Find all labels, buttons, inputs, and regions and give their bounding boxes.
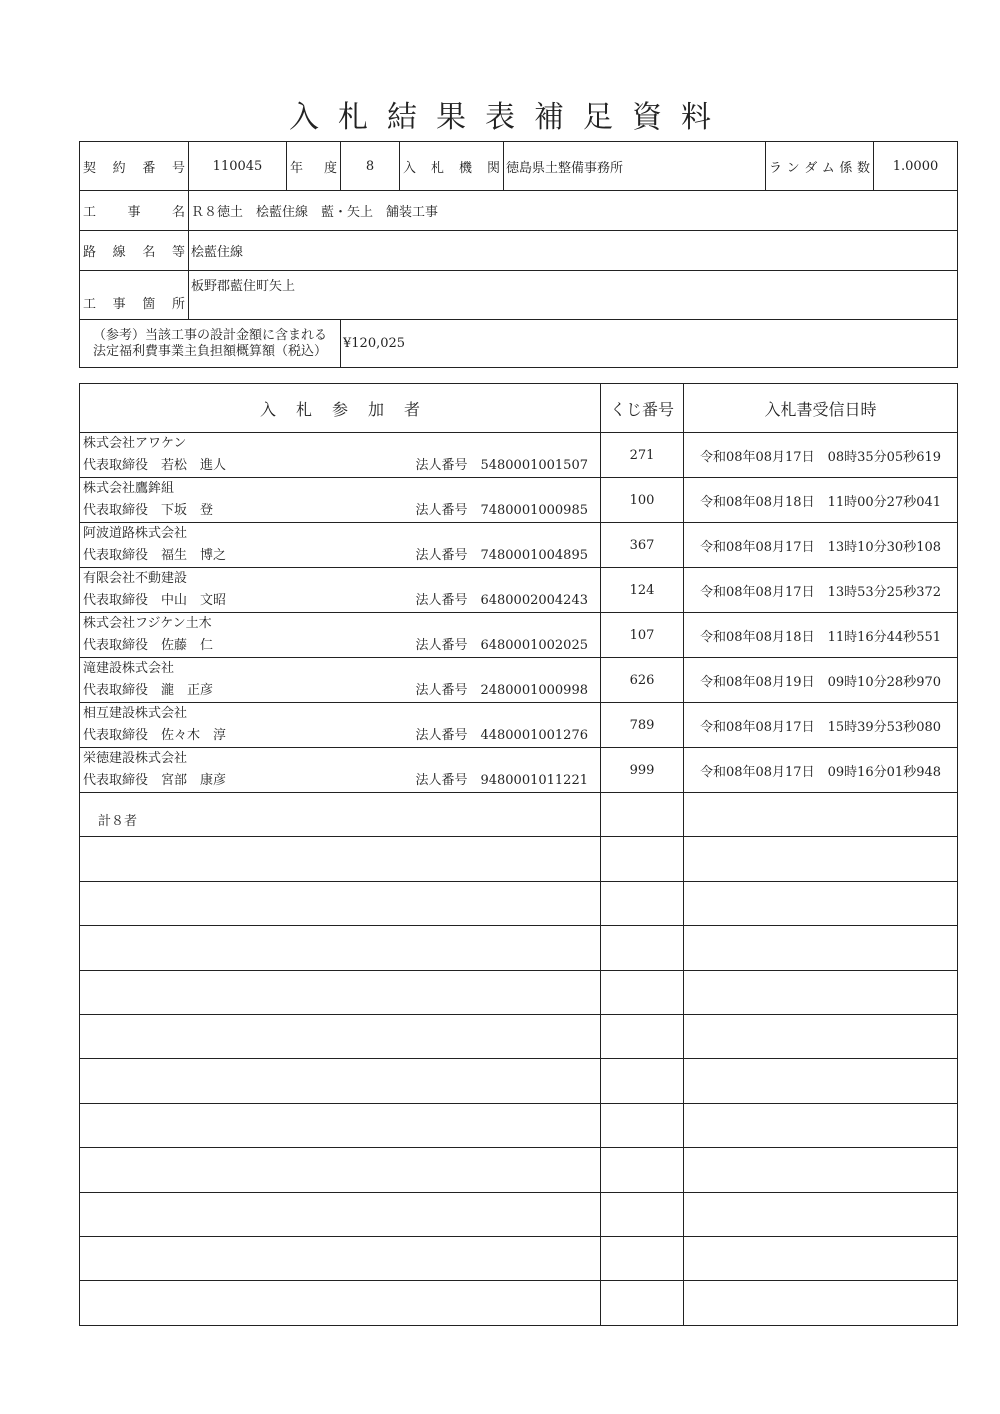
corp-number: 法人番号 7480001004895 <box>415 548 588 563</box>
empty-row <box>80 1281 958 1325</box>
label-char: 約 <box>112 160 126 176</box>
received-datetime: 令和08年08月17日 15時39分53秒080 <box>684 703 958 748</box>
empty-cell <box>80 881 601 925</box>
empty-row <box>80 1103 958 1147</box>
empty-row <box>80 1014 958 1058</box>
location-label <box>80 271 189 320</box>
label-char: 箇 <box>142 296 156 312</box>
empty-cell <box>601 1236 684 1280</box>
received-datetime: 令和08年08月17日 13時10分30秒108 <box>684 523 958 568</box>
participant-cell <box>80 523 601 568</box>
label-char: ン <box>786 160 800 176</box>
empty-cell <box>684 1014 958 1058</box>
total-count: 計８者 <box>80 793 601 837</box>
representative: 代表取締役 佐藤 仁 <box>83 638 214 653</box>
year-label <box>287 142 341 191</box>
participant-cell <box>80 658 601 703</box>
participant-cell <box>80 703 601 748</box>
label-char: 事 <box>127 205 141 220</box>
label-char: 入 <box>403 160 417 176</box>
page-title: 入札結果表補足資料 <box>289 100 730 135</box>
company-name: 株式会社アワケン <box>83 436 187 451</box>
label-char: 路 <box>83 245 97 260</box>
bid-row <box>80 433 958 478</box>
participant-header-text: 入札参加者 <box>259 399 440 419</box>
contract-no-label <box>80 157 188 176</box>
label-char: ラ <box>769 160 783 176</box>
received-datetime: 令和08年08月17日 13時53分25秒372 <box>684 568 958 613</box>
received-datetime: 令和08年08月17日 08時35分05秒619 <box>684 433 958 478</box>
representative: 代表取締役 佐々木 淳 <box>83 728 227 743</box>
label-char: 数 <box>856 160 870 176</box>
lottery-number: 626 <box>601 658 684 703</box>
bid-row <box>80 478 958 523</box>
lottery-number: 271 <box>601 433 684 478</box>
agency-value: 徳島県土整備事務所 <box>504 142 766 191</box>
empty-cell <box>684 1059 958 1103</box>
received-datetime: 令和08年08月19日 09時10分28秒970 <box>684 658 958 703</box>
random-label <box>766 142 874 191</box>
empty-row <box>80 926 958 970</box>
participant-cell <box>80 568 601 613</box>
bid-row <box>80 748 958 793</box>
contract-no-value: 110045 <box>189 142 287 191</box>
empty-cell <box>684 926 958 970</box>
empty-cell <box>601 1192 684 1236</box>
work-name-label <box>80 191 189 231</box>
representative: 代表取締役 宮部 康彦 <box>83 773 227 788</box>
lottery-number: 107 <box>601 613 684 658</box>
year-label <box>287 157 340 176</box>
label-char: 所 <box>171 296 185 312</box>
random-label <box>766 157 873 176</box>
empty-cell <box>601 793 684 837</box>
empty-cell <box>80 926 601 970</box>
lottery-number: 124 <box>601 568 684 613</box>
label-char: 名 <box>142 245 156 260</box>
company-name: 滝建設株式会社 <box>83 661 175 676</box>
empty-cell <box>80 1281 601 1325</box>
company-name: 有限会社不動建設 <box>83 571 188 586</box>
empty-row <box>80 1059 958 1103</box>
lottery-number: 367 <box>601 523 684 568</box>
empty-cell <box>684 1236 958 1280</box>
empty-row <box>80 1148 958 1192</box>
corp-number: 法人番号 5480001001507 <box>415 458 588 473</box>
empty-cell <box>684 837 958 881</box>
representative: 代表取締役 若松 進人 <box>83 458 227 473</box>
bid-row <box>80 613 958 658</box>
empty-row <box>80 837 958 881</box>
company-name: 栄徳建設株式会社 <box>83 751 188 766</box>
random-value: 1.0000 <box>874 142 958 191</box>
welfare-label-line2: 法定福利費事業主負担額概算額（税込） <box>92 343 327 359</box>
label-char: 線 <box>112 245 126 260</box>
empty-cell <box>601 837 684 881</box>
welfare-label <box>80 320 341 368</box>
label-char: 工 <box>83 205 97 220</box>
company-name: 相互建設株式会社 <box>83 706 188 721</box>
corp-number: 法人番号 6480002004243 <box>415 593 588 608</box>
label-char: 年 <box>290 160 304 176</box>
empty-row <box>80 881 958 925</box>
empty-row <box>80 1236 958 1280</box>
info-table <box>79 141 958 368</box>
route-label <box>80 231 189 271</box>
work-name-value: Ｒ８徳土 桧藍住線 藍・矢上 舗装工事 <box>189 191 958 231</box>
label-char: 係 <box>839 160 853 176</box>
bid-row <box>80 523 958 568</box>
label-char: 関 <box>486 160 500 176</box>
bid-table <box>79 383 958 1326</box>
bid-row <box>80 703 958 748</box>
received-datetime: 令和08年08月18日 11時16分44秒551 <box>684 613 958 658</box>
empty-cell <box>684 1192 958 1236</box>
agency-label <box>400 157 503 176</box>
empty-cell <box>601 970 684 1014</box>
label-char: 名 <box>171 205 185 220</box>
label-char: 号 <box>171 160 185 176</box>
empty-cell <box>80 837 601 881</box>
label-char: 度 <box>323 160 337 176</box>
empty-cell <box>684 970 958 1014</box>
empty-cell <box>684 1281 958 1325</box>
lottery-header: くじ番号 <box>601 384 684 433</box>
empty-cell <box>601 1148 684 1192</box>
welfare-value: ¥120,025 <box>341 320 958 368</box>
empty-cell <box>601 1103 684 1147</box>
company-name: 株式会社フジケン土木 <box>83 616 212 631</box>
corp-number: 法人番号 4480001001276 <box>415 728 588 743</box>
empty-cell <box>601 1281 684 1325</box>
received-datetime: 令和08年08月17日 09時16分01秒948 <box>684 748 958 793</box>
empty-cell <box>80 1148 601 1192</box>
empty-cell <box>684 881 958 925</box>
participant-cell <box>80 748 601 793</box>
label-char: ム <box>821 160 835 176</box>
participant-header <box>80 384 601 433</box>
empty-cell <box>80 1059 601 1103</box>
empty-row <box>80 1192 958 1236</box>
label-char: 番 <box>142 160 156 176</box>
empty-cell <box>80 1014 601 1058</box>
company-name: 株式会社鷹鉾組 <box>83 481 175 496</box>
representative: 代表取締役 中山 文昭 <box>83 593 227 608</box>
route-label <box>80 241 188 260</box>
received-datetime: 令和08年08月18日 11時00分27秒041 <box>684 478 958 523</box>
empty-cell <box>601 1014 684 1058</box>
participant-cell <box>80 478 601 523</box>
empty-cell <box>601 926 684 970</box>
lottery-number: 100 <box>601 478 684 523</box>
empty-cell <box>80 1192 601 1236</box>
representative: 代表取締役 福生 博之 <box>83 548 227 563</box>
empty-row <box>80 970 958 1014</box>
empty-cell <box>684 793 958 837</box>
label-char: 契 <box>83 160 97 176</box>
empty-cell <box>601 1059 684 1103</box>
lottery-number: 789 <box>601 703 684 748</box>
location-label <box>80 293 188 312</box>
participant-cell <box>80 433 601 478</box>
empty-cell <box>80 1103 601 1147</box>
label-char: 機 <box>458 160 472 176</box>
corp-number: 法人番号 2480001000998 <box>415 683 588 698</box>
total-row <box>80 793 958 837</box>
empty-cell <box>80 970 601 1014</box>
label-char: 事 <box>112 296 126 312</box>
empty-cell <box>684 1103 958 1147</box>
welfare-label-line1: （参考）当該工事の設計金額に含まれる <box>92 327 327 343</box>
lottery-number: 999 <box>601 748 684 793</box>
empty-cell <box>80 1236 601 1280</box>
bid-row <box>80 568 958 613</box>
contract-no-label <box>80 142 189 191</box>
representative: 代表取締役 下坂 登 <box>83 503 214 518</box>
label-char: 等 <box>171 245 185 260</box>
location-value: 板野郡藍住町矢上 <box>189 271 958 320</box>
label-char: 工 <box>83 296 97 312</box>
representative: 代表取締役 瀧 正彦 <box>83 683 214 698</box>
label-char: ダ <box>804 160 818 176</box>
work-name-label <box>80 201 188 220</box>
empty-cell <box>684 1148 958 1192</box>
corp-number: 法人番号 9480001011221 <box>415 773 588 788</box>
empty-cell <box>601 881 684 925</box>
corp-number: 法人番号 7480001000985 <box>415 503 588 518</box>
received-header: 入札書受信日時 <box>684 384 958 433</box>
label-char: 札 <box>430 160 444 176</box>
bid-row <box>80 658 958 703</box>
participant-cell <box>80 613 601 658</box>
agency-label <box>400 142 504 191</box>
company-name: 阿波道路株式会社 <box>83 526 188 541</box>
route-value: 桧藍住線 <box>189 231 958 271</box>
corp-number: 法人番号 6480001002025 <box>415 638 588 653</box>
year-value: 8 <box>341 142 400 191</box>
